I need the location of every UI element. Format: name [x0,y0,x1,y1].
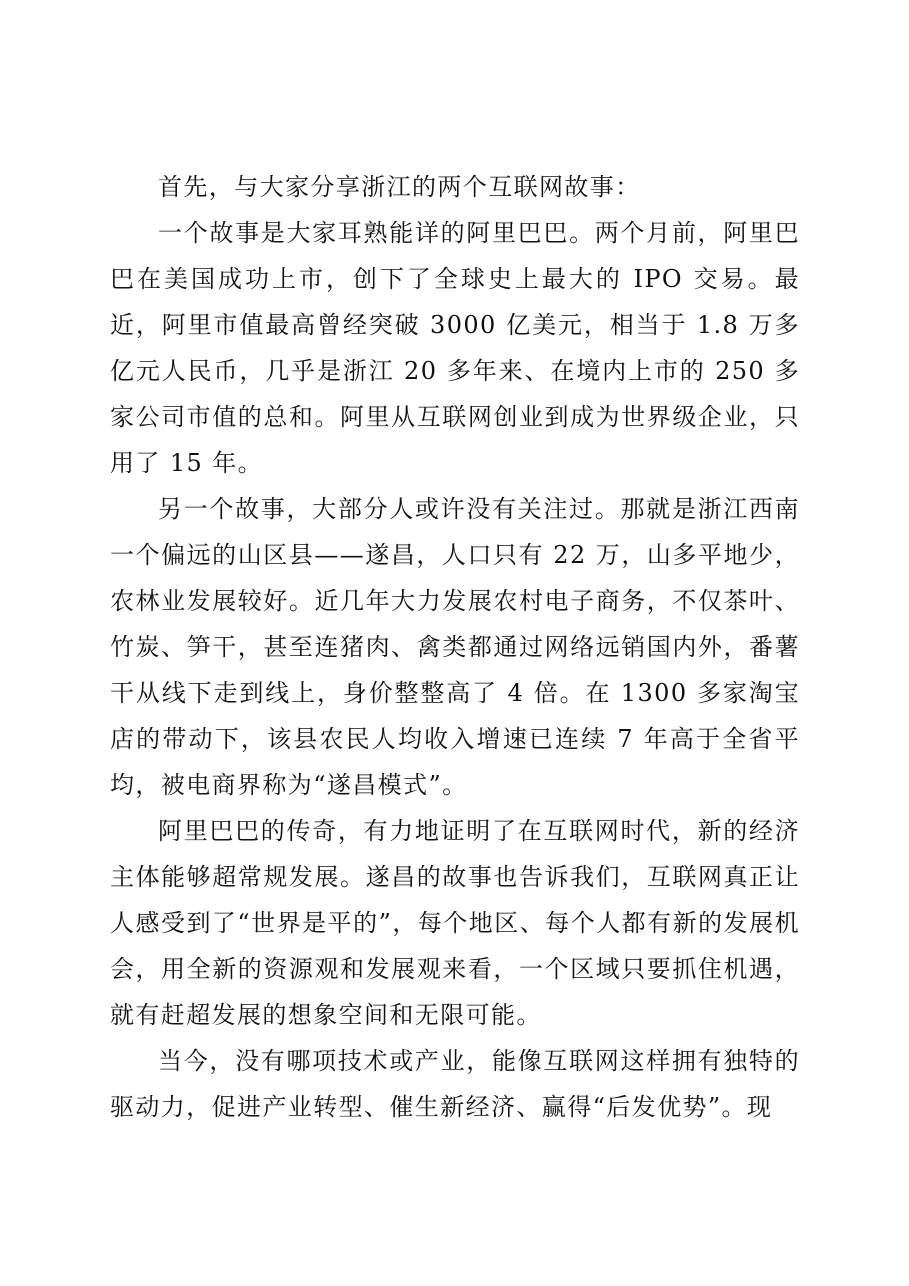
paragraph-conclusion: 阿里巴巴的传奇，有力地证明了在互联网时代，新的经济主体能够超常规发展。遂昌的故事也告诉我们，互联网真正让人感受到了“世界是平的”，每个地区、每个人都有新的发展机会，用全新的资源观和发展观来看，一个区域只要抓住机遇，就有赶超发展的想象空间和无限可能。 [110,817,800,1029]
paragraph-internet-drive: 当今，没有哪项技术或产业，能像互联网这样拥有独特的驱动力，促进产业转型、催生新经济、赢得“后发优势”。现 [110,1047,800,1121]
paragraph-alibaba-story: 一个故事是大家耳熟能详的阿里巴巴。两个月前，阿里巴巴在美国成功上市，创下了全球史上最大的 IPO 交易。最近，阿里市值最高曾经突破 3000 亿美元，相当于 1.8 万多亿元人民币，几乎是浙江 20 多年来、在境内上市的 250 多家公司市值的总和。阿里从互联网创业到成为世界级企业，只用了 15 年。 [110,219,800,477]
paragraph-intro: 首先，与大家分享浙江的两个互联网故事： [158,173,641,201]
paragraph-suichang-story: 另一个故事，大部分人或许没有关注过。那就是浙江西南一个偏远的山区县——遂昌，人口只有 22 万，山多平地少，农林业发展较好。近几年大力发展农村电子商务，不仅茶叶、竹炭、笋干，甚至连猪肉、禽类都通过网络远销国内外，番薯干从线下走到线上，身价整整高了 4 倍。在 1300 多家淘宝店的带动下，该县农民人均收入增速已连续 7 年高于全省平均，被电商界称为“遂昌模式”。 [110,495,800,799]
document-body [110,164,800,1130]
